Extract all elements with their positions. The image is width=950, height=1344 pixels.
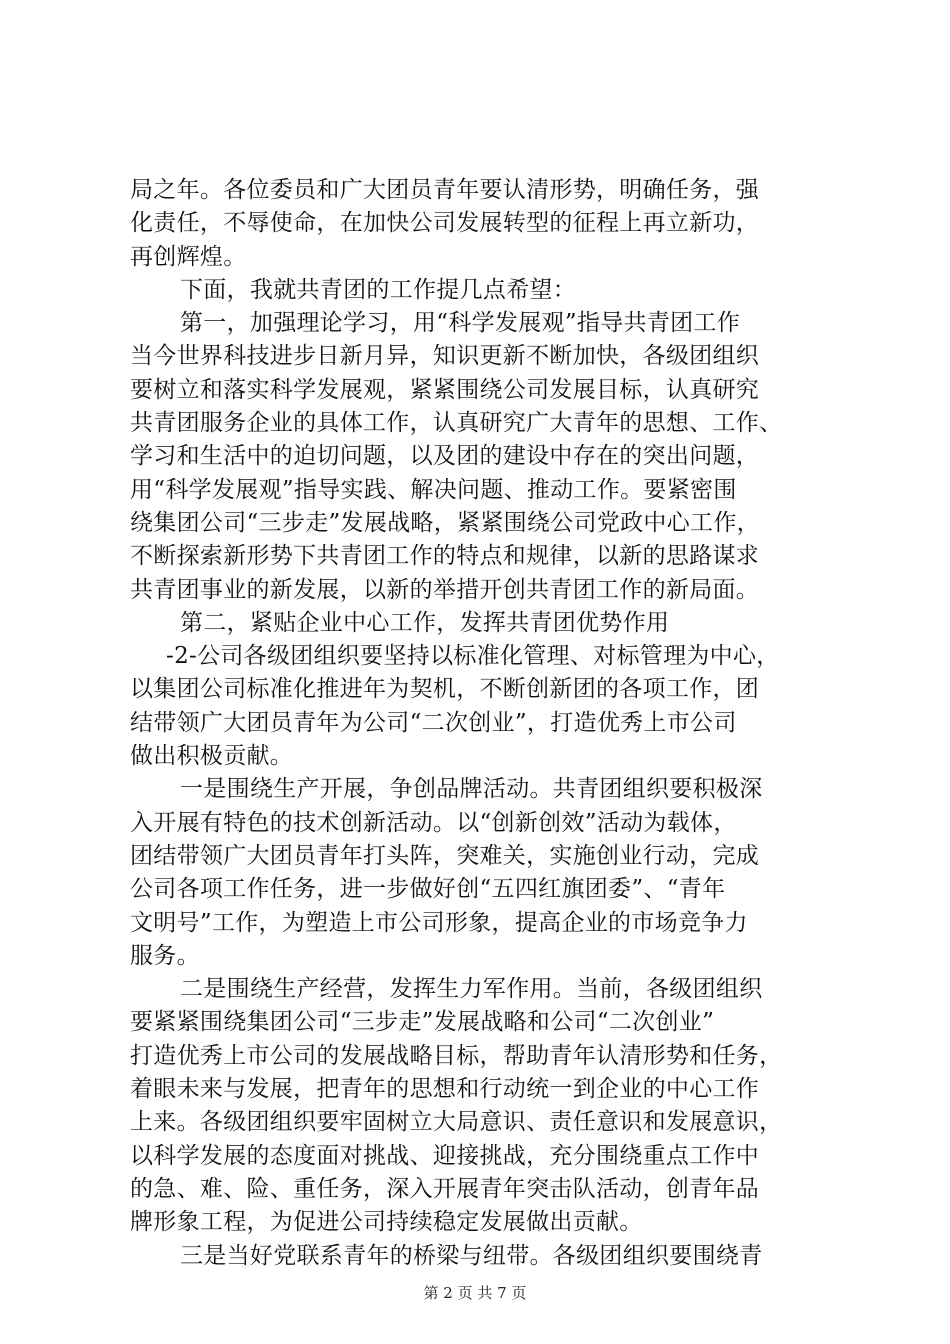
- text-line: 不断探索新形势下共青团工作的特点和规律，以新的思路谋求: [130, 543, 760, 570]
- text-line: 要紧紧围绕集团公司“三步走”发展战略和公司“二次创业”: [130, 1009, 715, 1036]
- text-line: 服务。: [130, 942, 200, 969]
- text-line: -2-公司各级团组织要坚持以标准化管理、对标管理为中心，: [166, 643, 780, 670]
- text-line: 以集团公司标准化推进年为契机，不断创新团的各项工作，团: [130, 676, 760, 703]
- text-line: 当今世界科技进步日新月异，知识更新不断加快，各级团组织: [130, 343, 760, 370]
- text-line: 学习和生活中的迫切问题，以及团的建设中存在的突出问题，: [130, 443, 760, 470]
- text-line: 下面，我就共青团的工作提几点希望：: [180, 276, 577, 303]
- text-line: 要树立和落实科学发展观，紧紧围绕公司发展目标，认真研究: [130, 376, 760, 403]
- text-line: 的急、难、险、重任务，深入开展青年突击队活动，创青年品: [130, 1175, 760, 1202]
- text-line: 二是围绕生产经营，发挥生力军作用。当前，各级团组织: [180, 976, 763, 1003]
- page-number-footer: 第 2 页 共 7 页: [423, 1284, 527, 1302]
- text-line: 三是当好党联系青年的桥梁与纽带。各级团组织要围绕青: [180, 1242, 763, 1269]
- text-line: 入开展有特色的技术创新活动。以“创新创效”活动为载体，: [130, 809, 737, 836]
- text-line: 局之年。各位委员和广大团员青年要认清形势，明确任务，强: [130, 177, 760, 203]
- text-line: 上来。各级团组织要牢固树立大局意识、责任意识和发展意识，: [130, 1109, 783, 1136]
- text-line: 团结带领广大团员青年打头阵，突难关，实施创业行动，完成: [130, 842, 760, 869]
- text-line: 绕集团公司“三步走”发展战略，紧紧围绕公司党政中心工作，: [130, 509, 760, 536]
- text-line: 公司各项工作任务，进一步做好创“五四红旗团委”、“青年: [130, 876, 726, 903]
- section-heading: 第二，紧贴企业中心工作，发挥共青团优势作用: [180, 609, 670, 636]
- text-line: 共青团事业的新发展，以新的举措开创共青团工作的新局面。: [130, 576, 760, 603]
- text-line: 结带领广大团员青年为公司“二次创业”，打造优秀上市公司: [130, 709, 737, 736]
- document-body: [130, 174, 830, 1273]
- text-line: 一是围绕生产开展，争创品牌活动。共青团组织要积极深: [180, 776, 763, 803]
- text-line: 共青团服务企业的具体工作，认真研究广大青年的思想、工作、: [130, 410, 783, 437]
- text-line: 打造优秀上市公司的发展战略目标，帮助青年认清形势和任务，: [130, 1042, 783, 1069]
- text-line: 做出积极贡献。: [130, 743, 294, 770]
- text-line: 化责任，不辱使命，在加快公司发展转型的征程上再立新功，: [130, 210, 760, 237]
- text-line: 用“科学发展观”指导实践、解决问题、推动工作。要紧密围: [130, 476, 737, 503]
- text-line: 以科学发展的态度面对挑战、迎接挑战，充分围绕重点工作中: [130, 1142, 760, 1169]
- text-line: 文明号”工作，为塑造上市公司形象，提高企业的市场竞争力: [130, 909, 748, 936]
- text-line: 再创辉煌。: [130, 243, 247, 270]
- section-heading: 第一，加强理论学习，用“科学发展观”指导共青团工作: [180, 310, 741, 337]
- text-line: 着眼未来与发展，把青年的思想和行动统一到企业的中心工作: [130, 1076, 760, 1103]
- text-line: 牌形象工程，为促进公司持续稳定发展做出贡献。: [130, 1209, 643, 1236]
